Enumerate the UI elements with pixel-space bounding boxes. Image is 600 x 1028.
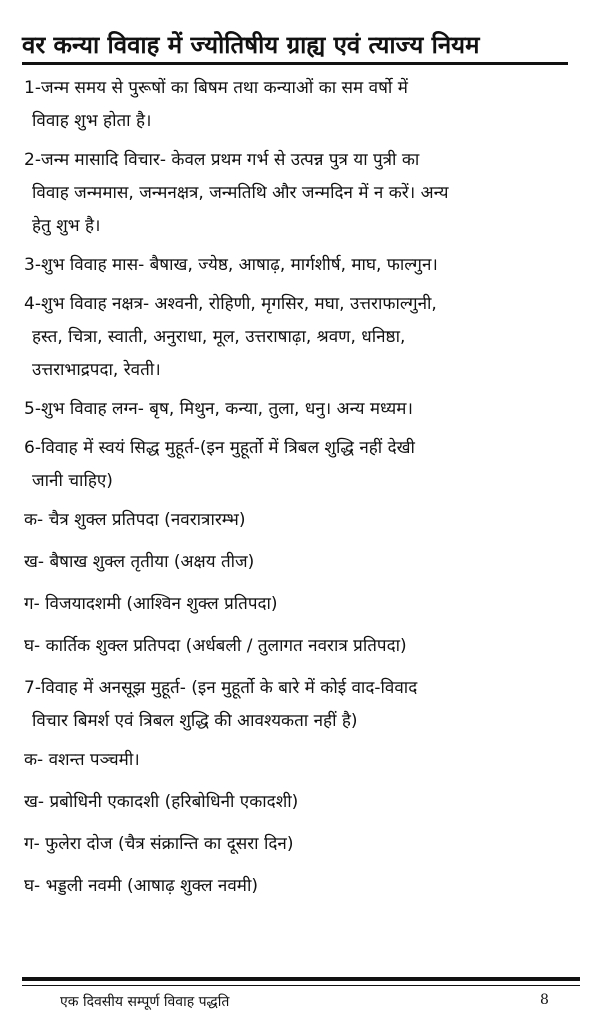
list-item: क- वशन्त पञ्चमी। [24, 750, 140, 770]
list-item: ग- फुलेरा दोज (चैत्र संक्रान्ति का दूसरा दिन) [24, 834, 294, 854]
footer-rule-thin [22, 985, 580, 986]
rule-line: 6-विवाह में स्वयं सिद्ध मुहूर्त-(इन मुहूर्तो में त्रिबल शुद्धि नहीं देखी [24, 438, 415, 458]
rule-line: 2-जन्म मासादि विचार- केवल प्रथम गर्भ से उत्पन्न पुत्र या पुत्री का [24, 150, 420, 170]
list-item: ग- विजयादशमी (आश्विन शुक्ल प्रतिपदा) [24, 594, 278, 614]
list-item: घ- कार्तिक शुक्ल प्रतिपदा (अर्धबली / तुलागत नवरात्र प्रतिपदा) [24, 636, 407, 656]
rule-line: हेतु शुभ है। [32, 216, 101, 236]
rule-3 [24, 249, 580, 282]
rule-line: हस्त, चित्रा, स्वाती, अनुराधा, मूल, उत्तराषाढ़ा, श्रवण, धनिष्ठा, [32, 327, 406, 347]
rule-7 [24, 672, 580, 738]
rule-line: 3-शुभ विवाह मास- बैषाख, ज्येष्ठ, आषाढ़, मार्गशीर्ष, माघ, फाल्गुन। [24, 255, 438, 275]
rule-line: 1-जन्म समय से पुरूषों का बिषम तथा कन्याओं का सम वर्षो में [24, 78, 408, 98]
footer-rule-thick [22, 977, 580, 981]
rule-1 [24, 72, 580, 138]
rule-line: विचार बिमर्श एवं त्रिबल शुद्धि की आवश्यकता नहीं है) [32, 711, 358, 731]
rule-4 [24, 288, 580, 387]
rule-line: 4-शुभ विवाह नक्षत्र- अश्वनी, रोहिणी, मृगसिर, मघा, उत्तराफाल्गुनी, [24, 294, 437, 314]
content-body [24, 72, 580, 912]
rule-line: उत्तराभाद्रपदा, रेवती। [32, 360, 161, 380]
list-item: घ- भड्डली नवमी (आषाढ़ शुक्ल नवमी) [24, 876, 258, 896]
list-item: क- चैत्र शुक्ल प्रतिपदा (नवरात्रारम्भ) [24, 510, 246, 530]
title-underline [22, 62, 568, 65]
list-item: ख- प्रबोधिनी एकादशी (हरिबोधिनी एकादशी) [24, 792, 299, 812]
rule-line: 5-शुभ विवाह लग्न- बृष, मिथुन, कन्या, तुला, धनु। अन्य मध्यम। [24, 399, 413, 419]
rule-6 [24, 432, 580, 498]
rule-line: विवाह जन्ममास, जन्मनक्षत्र, जन्मतिथि और जन्मदिन में न करें। अन्य [32, 183, 449, 203]
rule-line: विवाह शुभ होता है। [32, 111, 152, 131]
list-item: ख- बैषाख शुक्ल तृतीया (अक्षय तीज) [24, 552, 255, 572]
rule-line: जानी चाहिए) [32, 471, 113, 491]
page-title: वर कन्या विवाह में ज्योतिषीय ग्राह्य एवं त्याज्य नियम [22, 31, 480, 59]
footer-book-title: एक दिवसीय सम्पूर्ण विवाह पद्धति [60, 994, 230, 1010]
rule-2 [24, 144, 580, 243]
page-number: 8 [540, 992, 549, 1008]
rule-line: 7-विवाह में अनसूझ मुहूर्त- (इन मुहूर्तो के बारे में कोई वाद-विवाद [24, 678, 418, 698]
rule-5 [24, 393, 580, 426]
